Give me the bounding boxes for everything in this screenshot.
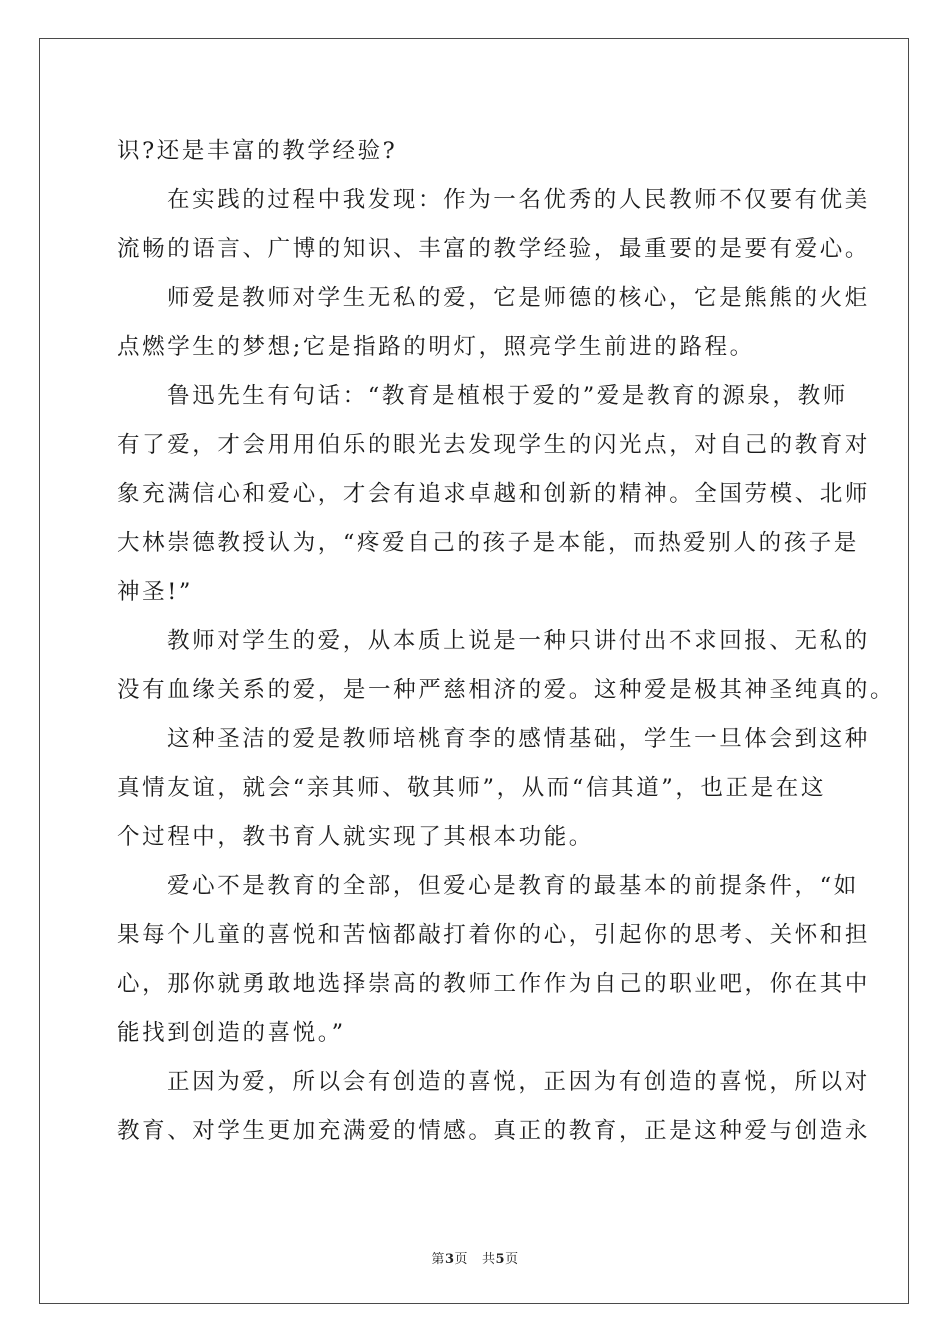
document-body [117, 127, 896, 1156]
text-line: 神圣!” [117, 579, 193, 605]
text-line: 流畅的语言、广博的知识、丰富的教学经验，最重要的是要有爱心。 [117, 236, 871, 262]
text-line: 果每个儿童的喜悦和苦恼都敲打着你的心，引起你的思考、关怀和担 [117, 922, 871, 948]
page-number: 3 [444, 1252, 455, 1267]
total-prefix: 共 [482, 1252, 496, 1267]
text-line: 这种圣洁的爱是教师培桃育李的感情基础，学生一旦体会到这种 [167, 726, 870, 752]
text-line: 真情友谊，就会“亲其师、敬其师”，从而“信其道”，也正是在这 [117, 775, 827, 801]
text-line: 个过程中，教书育人就实现了其根本功能。 [117, 824, 594, 850]
page-prefix: 第 [431, 1252, 445, 1267]
text-line: 点燃学生的梦想;它是指路的明灯，照亮学生前进的路程。 [117, 334, 755, 360]
text-line: 鲁迅先生有句话：“教育是植根于爱的”爱是教育的源泉，教师 [167, 383, 848, 409]
text-line: 师爱是教师对学生无私的爱，它是师德的核心，它是熊熊的火炬 [167, 285, 870, 311]
text-line: 爱心不是教育的全部，但爱心是教育的最基本的前提条件，“如 [167, 873, 859, 899]
total-pages: 5 [495, 1252, 506, 1267]
page-suffix: 页 [454, 1252, 468, 1267]
text-line: 心，那你就勇敢地选择崇高的教师工作作为自己的职业吧，你在其中 [117, 971, 871, 997]
text-line: 有了爱，才会用用伯乐的眼光去发现学生的闪光点，对自己的教育对 [117, 432, 871, 458]
total-suffix: 页 [505, 1252, 519, 1267]
text-line: 没有血缘关系的爱，是一种严慈相济的爱。这种爱是极其神圣纯真的。 [117, 677, 896, 703]
text-line: 教师对学生的爱，从本质上说是一种只讲付出不求回报、无私的 [167, 628, 870, 654]
text-line: 象充满信心和爱心，才会有追求卓越和创新的精神。全国劳模、北师 [117, 481, 871, 507]
text-line: 教育、对学生更加充满爱的情感。真正的教育，正是这种爱与创造永 [117, 1118, 871, 1144]
text-line: 识?还是丰富的教学经验? [117, 138, 398, 164]
page-footer [0, 1248, 950, 1267]
text-line: 在实践的过程中我发现：作为一名优秀的人民教师不仅要有优美 [167, 187, 870, 213]
text-line: 大林崇德教授认为，“疼爱自己的孩子是本能，而热爱别人的孩子是 [117, 530, 860, 556]
text-line: 正因为爱，所以会有创造的喜悦，正因为有创造的喜悦，所以对 [167, 1069, 870, 1095]
text-line: 能找到创造的喜悦。” [117, 1020, 346, 1046]
